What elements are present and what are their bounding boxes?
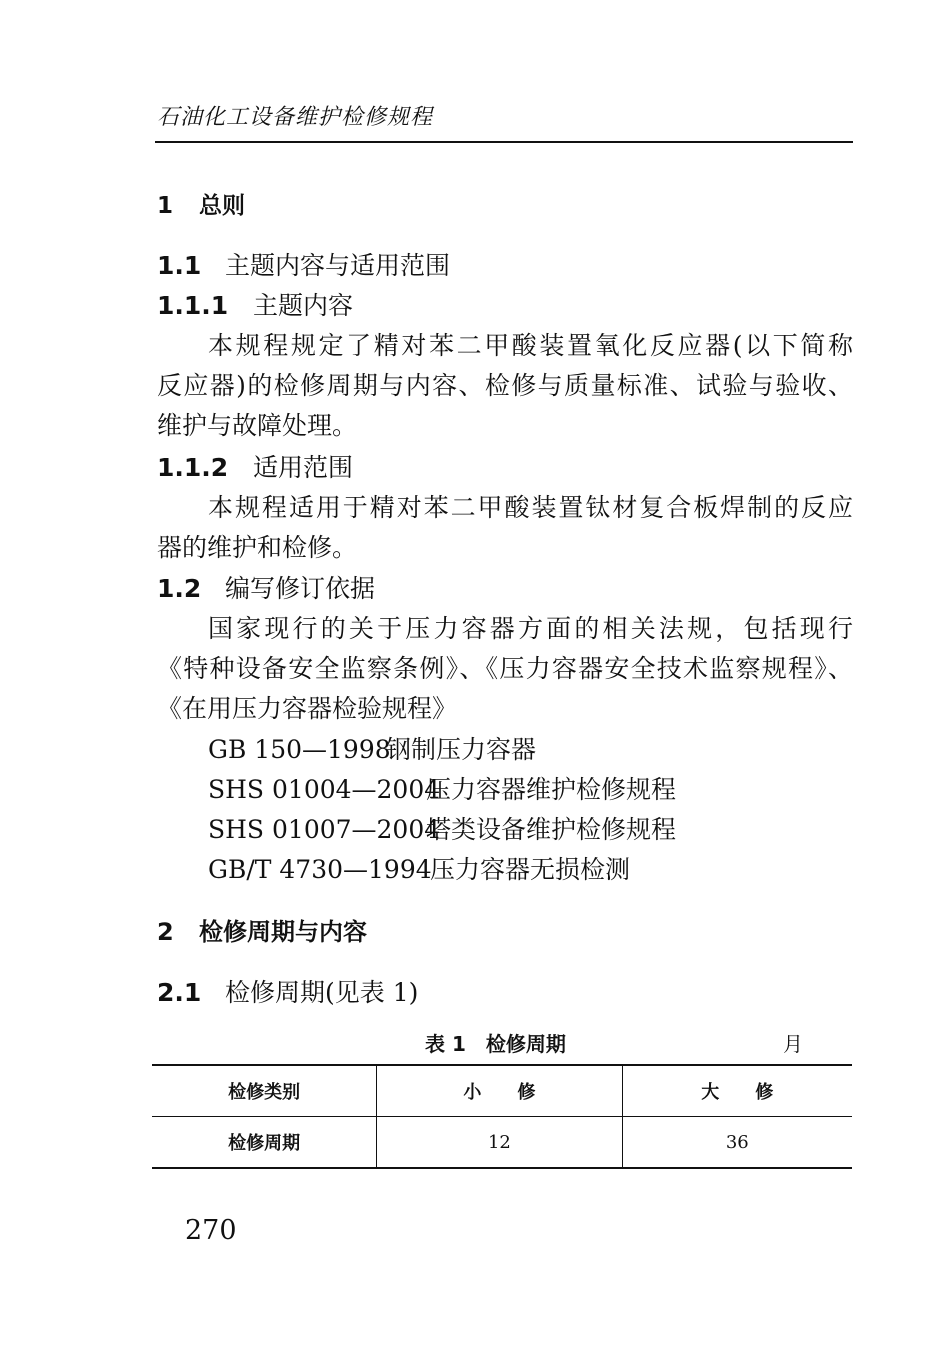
paragraph-line: 反应器)的检修周期与内容、检修与质量标准、试验与验收、	[157, 371, 853, 400]
section-2-1-heading	[157, 973, 418, 1009]
paragraph-line: 本规程适用于精对苯二甲酸装置钛材复合板焊制的反应	[208, 493, 853, 522]
reference-item	[208, 770, 676, 806]
page-number: 270	[185, 1215, 237, 1246]
reference-name: 塔类设备维护检修规程	[426, 815, 677, 844]
reference-item	[208, 810, 676, 846]
reference-code: SHS 01007—2004	[208, 815, 441, 844]
reference-code: GB 150—1998	[208, 735, 391, 764]
section-1-1-1-heading	[157, 286, 353, 322]
section-number: 1.2	[157, 574, 202, 603]
table-cell: 检修周期	[152, 1117, 377, 1169]
section-1-1-heading	[157, 246, 450, 282]
table-header-row	[152, 1065, 852, 1117]
table-header-cell: 检修类别	[152, 1065, 377, 1117]
section-title: 编写修订依据	[225, 574, 376, 603]
section-number: 1.1.1	[157, 291, 229, 320]
table-header-cell: 大 修	[622, 1065, 852, 1117]
running-header: 石油化工设备维护检修规程	[157, 105, 434, 130]
table-cell: 12	[377, 1117, 622, 1169]
section-number: 2	[157, 918, 174, 946]
reference-code: GB/T 4730—1994	[208, 855, 432, 884]
reference-name: 压力容器维护检修规程	[426, 775, 677, 804]
table-header-cell: 小 修	[377, 1065, 622, 1117]
maintenance-cycle-table	[152, 1064, 852, 1169]
header-rule	[155, 141, 853, 143]
section-title: 主题内容与适用范围	[225, 251, 451, 280]
section-1-1-2-heading	[157, 448, 353, 484]
section-number: 1	[157, 193, 174, 219]
section-number: 1.1	[157, 251, 202, 280]
section-number: 1.1.2	[157, 453, 229, 482]
section-title: 总则	[199, 193, 245, 219]
reference-item	[208, 730, 536, 766]
table-row	[152, 1117, 852, 1169]
section-title: 检修周期与内容	[199, 918, 367, 946]
reference-code: SHS 01004—2004	[208, 775, 441, 804]
table-caption: 表 1 检修周期	[425, 1032, 566, 1056]
table-cell: 36	[622, 1117, 852, 1169]
reference-name: 钢制压力容器	[386, 735, 537, 764]
paragraph-line: 本规程规定了精对苯二甲酸装置氧化反应器(以下简称	[208, 331, 853, 360]
section-title: 主题内容	[253, 291, 354, 320]
reference-item	[208, 850, 630, 886]
paragraph-line: 国家现行的关于压力容器方面的相关法规，包括现行	[208, 614, 853, 643]
section-2-heading	[157, 912, 367, 947]
section-title: 适用范围	[253, 453, 354, 482]
section-1-heading	[157, 187, 245, 220]
table-unit: 月	[783, 1032, 803, 1056]
paragraph-line: 器的维护和检修。	[157, 533, 358, 562]
section-1-2-heading	[157, 569, 375, 605]
paragraph-line: 维护与故障处理。	[157, 411, 358, 440]
section-title: 检修周期(见表 1)	[225, 978, 419, 1007]
paragraph-line: 《在用压力容器检验规程》	[157, 694, 458, 723]
reference-name: 压力容器无损检测	[430, 855, 631, 884]
section-number: 2.1	[157, 978, 202, 1007]
paragraph-line: 《特种设备安全监察条例》、《压力容器安全技术监察规程》、	[157, 654, 853, 683]
